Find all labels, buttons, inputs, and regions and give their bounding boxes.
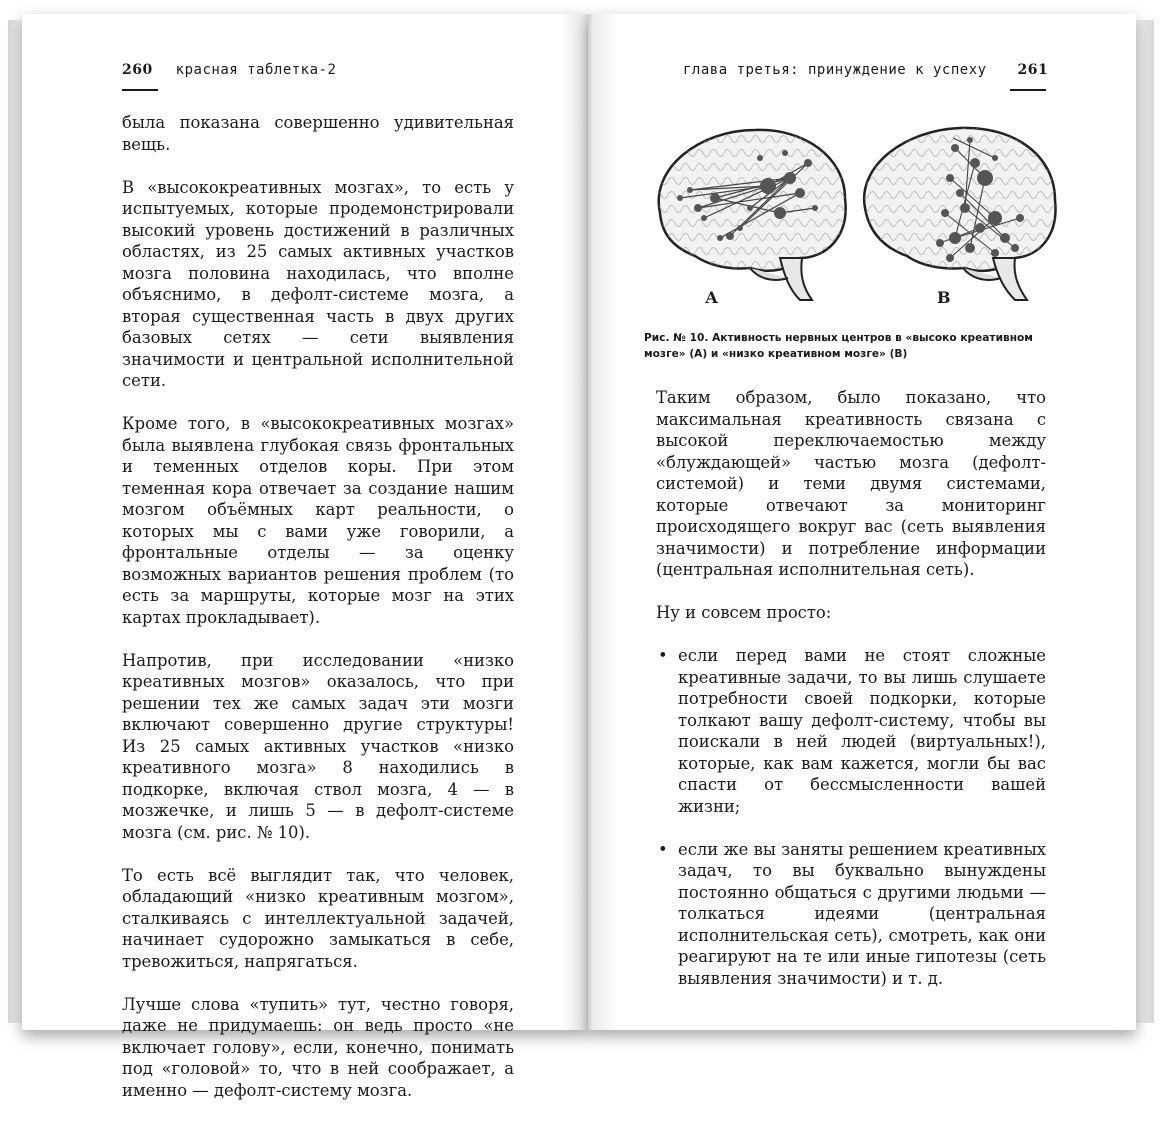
paragraph: Таким образом, было показано, что максимальная креативность связана с высокой переключаемостью между «блуждающей» частью мозга (дефолт-системой) и теми двумя системами, которые отвечают за мониторинг происходящего вокруг вас (сеть выявления значимости) и потребление информации (центральная исполнительная сеть). <box>656 388 1046 579</box>
left-running-head <box>122 62 336 78</box>
paragraph: Ну и совсем просто: <box>656 603 832 622</box>
bullet-dot: • <box>658 646 668 665</box>
left-page-number: 260 <box>122 62 153 78</box>
outer-page-edges-right <box>1136 20 1154 1023</box>
bullet-list <box>656 645 1046 989</box>
brain-a-illustration <box>659 130 846 300</box>
brain-figure <box>640 118 1060 318</box>
bullet-dot: • <box>658 839 668 859</box>
chapter-title: глава третья: принуждение к успеху <box>683 62 987 78</box>
left-body-text <box>122 112 514 1123</box>
right-header-rule <box>1010 89 1046 91</box>
left-book-title: красная таблетка-2 <box>175 62 337 78</box>
right-running-head <box>683 62 1048 78</box>
paragraph: То есть всё выглядит так, что человек, обладающий «низко креативным мозгом», сталкиваясь с интеллектуальной задачей, начинает судорожно замыкаться в себе, тревожиться, напрягаться. <box>122 865 514 971</box>
list-item-text: если же вы заняты решением креативных задач, то вы буквально вынуждены постоянно общаться с другими людьми — толкаться идеями (центральная исполнительская сеть), смотреть, как они реагируют на те или иные гипотезы (сеть выявления значимости) и т. д. <box>678 839 1046 988</box>
list-item <box>656 839 1046 990</box>
list-item-text: если перед вами не стоят сложные креативные задачи, то вы лишь слушаете потребности своей подкорки, которые толкают вашу дефолт-систему, чтобы вы поискали в ней людей (виртуальных!), которые, как вам кажется, могли бы вас спасти от бессмысленности вашей жизни; <box>678 646 1046 816</box>
paragraph: была показана совершенно удивительная вещь. <box>122 113 514 154</box>
paragraph: Лучше слова «тупить» тут, честно говоря, даже не придумаешь: он ведь просто «не включает голову», если, конечно, понимать под «головой» то, что в ней соображает, а именно — дефолт-систему мозга. <box>122 994 514 1100</box>
brain-b-illustration <box>864 128 1055 300</box>
brain-b-label: В <box>937 288 951 307</box>
figure-caption: Рис. № 10. Активность нервных центров в «высоко креативном мозге» (А) и «низко креативном мозге» (В) <box>644 332 1033 360</box>
right-page-number: 261 <box>1017 62 1049 78</box>
book-gutter <box>560 14 618 1030</box>
paragraph: Напротив, при исследовании «низко креативных мозгов» оказалось, что при решении тех же самых задач эти мозги включают совершенно другие структуры! Из 25 самых активных участков «низко креативного мозга» 8 находились в подкорке, включая ствол мозга, 4 — в мозжечке, и лишь 5 — в дефолт-системе мозга (см. рис. № 10). <box>122 650 514 842</box>
list-item <box>656 645 1046 817</box>
left-header-rule <box>122 89 158 91</box>
paragraph: В «высококреативных мозгах», то есть у испытуемых, которые продемонстрировали высокий уровень достижений в различных областях, из 25 самых активных участков мозга половина находилась, что вполне объяснимо, в дефолт-системе мозга, а вторая существенная часть в двух других базовых сетях — сети выявления значимости и центральной исполнительной сети. <box>122 177 514 390</box>
paragraph: Кроме того, в «высококреативных мозгах» была выявлена глубокая связь фронтальных и теменных отделов коры. При этом теменная кора отвечает за создание нашим мозгом объёмных карт реальности, о которых мы с вами уже говорили, а фронтальные отделы — за оценку возможных вариантов решения проблем (то есть за маршруты, которые мозг на этих картах прокладывает). <box>122 414 514 627</box>
right-body-text <box>656 387 1046 1011</box>
brain-a-label: А <box>705 288 719 307</box>
